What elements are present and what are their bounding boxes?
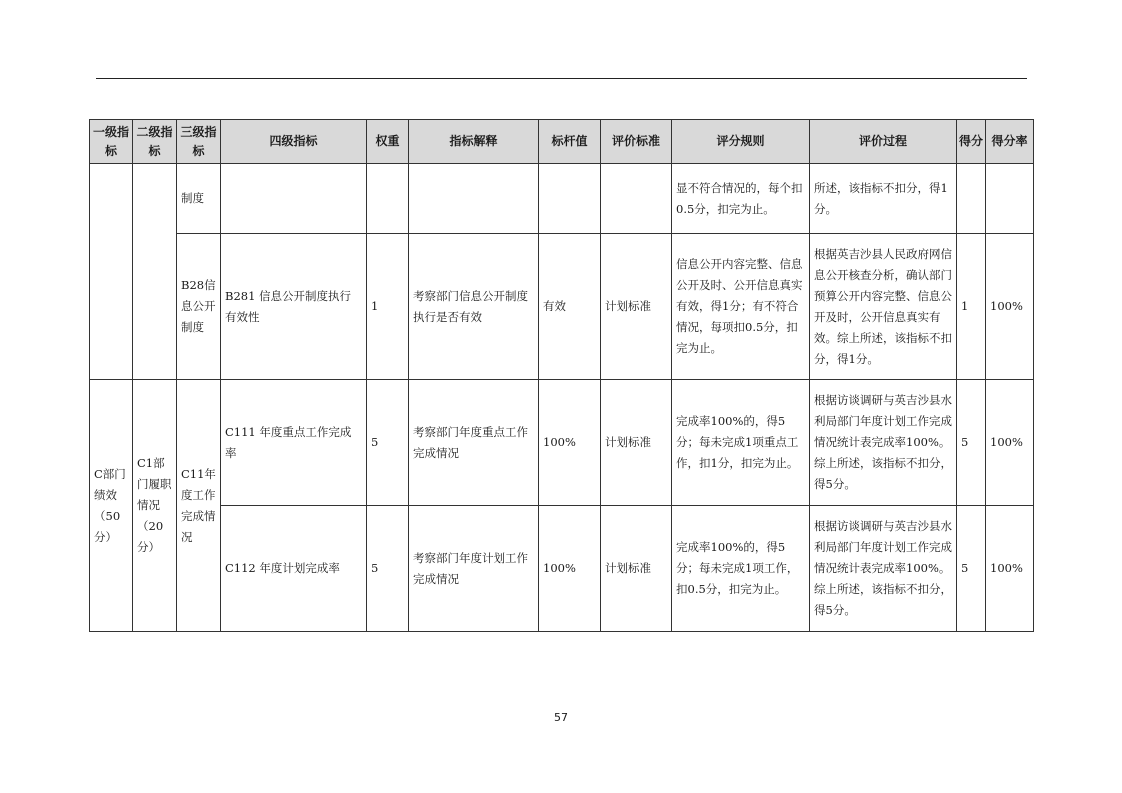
level1-cell-empty [90, 164, 133, 380]
explanation-cell [409, 164, 539, 234]
benchmark-cell: 100% [539, 380, 601, 506]
level3-cell: B28信息公开制度 [177, 234, 221, 380]
rule-cell: 完成率100%的，得5分；每未完成1项重点工作，扣1分，扣完为止。 [672, 380, 810, 506]
score-cell: 5 [957, 380, 986, 506]
col-header-benchmark: 标杆值 [539, 120, 601, 164]
weight-cell: 5 [367, 506, 409, 632]
level4-cell [221, 164, 367, 234]
process-cell: 根据英吉沙县人民政府网信息公开核查分析，确认部门预算公开内容完整、信息公开及时，公开信息真实有效。综上所述，该指标不扣分，得1分。 [810, 234, 957, 380]
weight-cell: 1 [367, 234, 409, 380]
explanation-cell: 考察部门信息公开制度执行是否有效 [409, 234, 539, 380]
explanation-cell: 考察部门年度重点工作完成情况 [409, 380, 539, 506]
col-header-weight: 权重 [367, 120, 409, 164]
col-header-level4: 四级指标 [221, 120, 367, 164]
score-cell: 5 [957, 506, 986, 632]
table-row [90, 506, 1034, 632]
benchmark-cell [539, 164, 601, 234]
level4-cell: C112 年度计划完成率 [221, 506, 367, 632]
rate-cell: 100% [986, 380, 1034, 506]
evaluation-table [89, 119, 1034, 632]
col-header-explanation: 指标解释 [409, 120, 539, 164]
rate-cell: 100% [986, 506, 1034, 632]
standard-cell: 计划标准 [601, 380, 672, 506]
benchmark-cell: 有效 [539, 234, 601, 380]
weight-cell [367, 164, 409, 234]
table-row [90, 234, 1034, 380]
col-header-standard: 评价标准 [601, 120, 672, 164]
col-header-score: 得分 [957, 120, 986, 164]
header-rule [96, 78, 1027, 79]
rule-cell: 完成率100%的，得5分；每未完成1项工作，扣0.5分，扣完为止。 [672, 506, 810, 632]
rate-cell [986, 164, 1034, 234]
standard-cell: 计划标准 [601, 506, 672, 632]
weight-cell: 5 [367, 380, 409, 506]
level4-cell: C111 年度重点工作完成率 [221, 380, 367, 506]
standard-cell [601, 164, 672, 234]
col-header-process: 评价过程 [810, 120, 957, 164]
standard-cell: 计划标准 [601, 234, 672, 380]
level1-cell: C部门绩效（50分） [90, 380, 133, 632]
table-row [90, 164, 1034, 234]
col-header-level3: 三级指标 [177, 120, 221, 164]
col-header-rate: 得分率 [986, 120, 1034, 164]
page-number: 57 [554, 711, 568, 724]
explanation-cell: 考察部门年度计划工作完成情况 [409, 506, 539, 632]
col-header-level1: 一级指标 [90, 120, 133, 164]
level4-cell: B281 信息公开制度执行有效性 [221, 234, 367, 380]
col-header-level2: 二级指标 [133, 120, 177, 164]
rate-cell: 100% [986, 234, 1034, 380]
level3-cell: 制度 [177, 164, 221, 234]
level2-cell: C1部门履职情况（20分） [133, 380, 177, 632]
rule-cell: 显不符合情况的，每个扣0.5分，扣完为止。 [672, 164, 810, 234]
rule-cell: 信息公开内容完整、信息公开及时、公开信息真实有效，得1分；有不符合情况，每项扣0.5分，扣完为止。 [672, 234, 810, 380]
score-cell [957, 164, 986, 234]
process-cell: 所述，该指标不扣分，得1分。 [810, 164, 957, 234]
process-cell: 根据访谈调研与英吉沙县水利局部门年度计划工作完成情况统计表完成率100%。综上所述，该指标不扣分，得5分。 [810, 506, 957, 632]
level2-cell-empty [133, 164, 177, 380]
benchmark-cell: 100% [539, 506, 601, 632]
table-header-row [90, 120, 1034, 164]
process-cell: 根据访谈调研与英吉沙县水利局部门年度计划工作完成情况统计表完成率100%。综上所述，该指标不扣分，得5分。 [810, 380, 957, 506]
table-row [90, 380, 1034, 506]
level3-cell: C11年度工作完成情况 [177, 380, 221, 632]
score-cell: 1 [957, 234, 986, 380]
col-header-rule: 评分规则 [672, 120, 810, 164]
